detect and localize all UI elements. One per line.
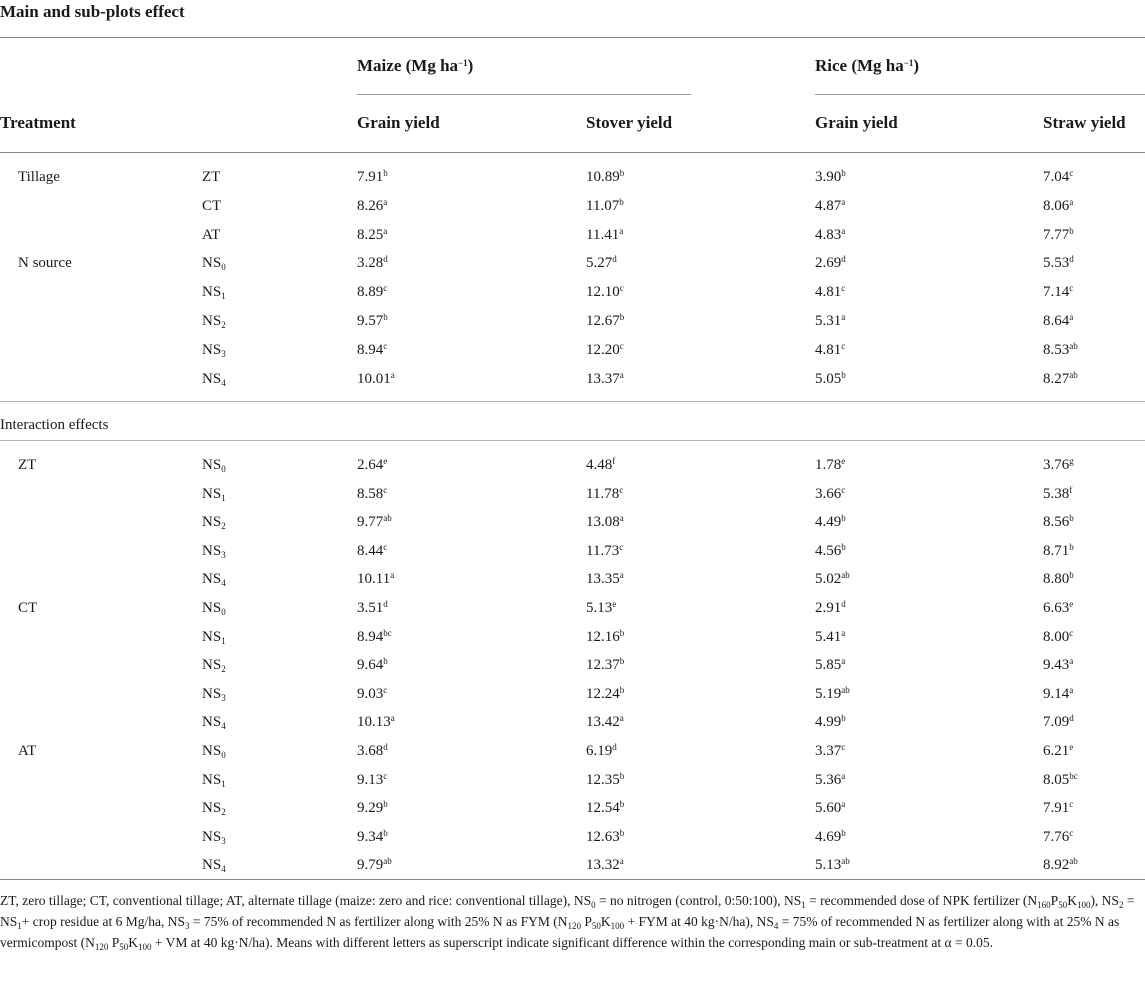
row-label-sub: 0: [221, 750, 226, 760]
rice-grain-cell-letter: c: [841, 283, 846, 294]
maize-grain-cell: 9.13$^c$: [357, 770, 388, 788]
rice-straw-cell-letter: a: [1069, 312, 1074, 322]
main-row: [0, 169, 1145, 193]
interaction-row: [0, 772, 1145, 796]
rice-straw-header: Straw yield: [1043, 113, 1126, 132]
footnote-sub: 100: [138, 942, 152, 952]
rice-grain-cell-letter: b: [841, 168, 846, 178]
rice-grain-cell-letter: b: [841, 541, 846, 552]
maize-stover-cell-letter: b: [619, 168, 625, 178]
row-label-sub: 1: [221, 492, 226, 503]
rice-straw-cell-letter: d: [1069, 254, 1074, 265]
row-label-sub: 1: [221, 291, 226, 302]
maize-stover-cell-letter: a: [619, 713, 624, 724]
table-footnote: ZT, zero tillage; CT, conventional tillage; AT, alternate tillage (maize: zero and rice: conventional tillage), $NS_0$ = no nitrogen (control, 0:50:100), $NS_1$ = recommended dose of NPK fertilizer $(N_{160}P_{50}K_{100})$, $NS_2 = NS_1+$ crop residue at 6 Mg/ha, $NS_3 = 75\%$ of recommended N as fertilizer along with 25% N as FYM ($N_{120}$ $P_{50}K_{100}$ + FYM at 40 kg·N/ha), $NS_4 = 75\%$ of recommended N as fertilizer along with at 25% N as vermicompost ($N_{120}$ $P_{50}K_{100}$ + VM at 40 kg·N/ha). Means with different letters as superscript indicate significant difference within the corresponding main or sub-treatment at α = 0.05.: [0, 893, 1135, 952]
maize-stover-cell: 13.32$^a$: [586, 856, 624, 874]
rice-grain-cell: 4.81$^c$: [815, 340, 846, 358]
maize-stover-cell: 11.41$^a$: [586, 225, 624, 243]
maize-grain-cell-letter: ab: [383, 513, 392, 524]
main-row: [0, 198, 1145, 222]
rice-straw-cell: 8.56$^b$: [1043, 513, 1074, 531]
maize-grain-cell-letter: a: [390, 570, 395, 581]
main-row: [0, 313, 1145, 337]
row-label-sub: 2: [221, 664, 226, 675]
maize-grain-cell-letter: c: [383, 340, 388, 351]
maize-stover-cell-letter: d: [612, 742, 617, 752]
interaction-row: [0, 486, 1145, 510]
interaction-section-label: Interaction effects: [0, 417, 109, 433]
maize-grain-cell: 8.25$^a$: [357, 225, 388, 243]
maize-stover-cell-letter: b: [619, 656, 625, 667]
maize-stover-cell: 11.07$^b$: [586, 196, 624, 214]
interaction-row: [0, 657, 1145, 681]
maize-grain-cell-letter: b: [383, 168, 388, 178]
rice-grain-cell: 4.87$^a$: [815, 196, 846, 214]
row-label-sub: 0: [221, 607, 226, 617]
rice-straw-cell-letter: g: [1069, 456, 1074, 466]
row-label-sub: 4: [221, 578, 226, 589]
footnote-sub: 100: [1076, 900, 1091, 910]
rice-grain-cell: 3.37$^c$: [815, 742, 846, 759]
interaction-row: [0, 600, 1145, 624]
rice-straw-cell: 8.00$^c$: [1043, 627, 1074, 645]
rice-straw-cell-letter: ab: [1069, 340, 1078, 351]
row-label-sub: 3: [221, 549, 226, 560]
rice-grain-cell: 4.83$^a$: [815, 225, 846, 243]
rice-straw-cell-letter: b: [1069, 513, 1074, 524]
footnote-sub: 160: [1037, 900, 1051, 910]
maize-stover-header: Stover yield: [586, 113, 673, 132]
row-group: Tillage: [18, 169, 60, 185]
maize-stover-cell-letter: e: [612, 599, 617, 609]
row-label-sub: 3: [221, 348, 226, 359]
maize-grain-cell: 2.64e: [357, 456, 388, 473]
row-group: CT: [18, 600, 38, 616]
maize-grain-cell: 9.57$^b$: [357, 312, 388, 329]
maize-stover-cell-letter: a: [619, 369, 624, 380]
maize-stover-cell-letter: a: [619, 856, 624, 867]
maize-stover-cell-letter: a: [619, 513, 624, 524]
footnote-sub: 4: [773, 921, 779, 931]
rice-grain-cell: 5.60$^a$: [815, 799, 846, 817]
row-label: AT: [202, 226, 221, 243]
row-label-sub: 2: [221, 807, 226, 818]
row-label-sub: 2: [221, 521, 226, 532]
maize-grain-cell-letter: c: [383, 684, 388, 695]
maize-stover-cell: 5.13e: [586, 599, 617, 616]
rice-grain-cell-letter: a: [841, 627, 846, 638]
row-label: $NS_4$: [202, 714, 226, 732]
rice-grain-cell: 4.49$^b$: [815, 513, 846, 531]
maize-grain-cell: 8.94$^{bc}$: [357, 627, 392, 645]
maize-grain-cell-letter: c: [383, 283, 388, 294]
maize-grain-cell-letter: b: [383, 656, 388, 667]
rice-straw-cell: 8.05$^{bc}$: [1043, 770, 1078, 788]
maize-grain-cell-letter: c: [383, 770, 388, 781]
interaction-row: [0, 829, 1145, 853]
rice-group-underline: [815, 94, 1145, 95]
rice-straw-cell-letter: b: [1069, 225, 1074, 236]
rice-straw-cell-letter: c: [1069, 283, 1074, 294]
row-label-sub: 1: [221, 635, 226, 646]
rice-straw-cell: 7.04$^c$: [1043, 168, 1074, 185]
rice-grain-cell: 5.05$^b$: [815, 369, 846, 387]
rice-grain-cell-letter: a: [841, 656, 846, 667]
rice-grain-cell: 5.19$^{ab}$: [815, 684, 850, 702]
rice-straw-cell: 7.14$^c$: [1043, 283, 1074, 301]
rice-straw-cell: 8.64$^a$: [1043, 312, 1074, 329]
rice-grain-cell-letter: d: [841, 599, 846, 609]
rice-grain-cell: 4.69$^b$: [815, 827, 846, 845]
rice-grain-cell-letter: b: [841, 513, 846, 524]
rice-straw-cell-letter: d: [1069, 713, 1074, 724]
interaction-row: [0, 514, 1145, 538]
row-label: $NS_2$: [202, 800, 226, 818]
row-group: AT: [18, 743, 37, 759]
rice-straw-cell-letter: e: [1069, 742, 1074, 752]
row-label: $NS_1$: [202, 284, 226, 302]
rice-straw-cell-letter: a: [1069, 656, 1074, 667]
maize-stover-cell-letter: b: [619, 827, 625, 838]
rice-straw-cell-letter: ab: [1069, 369, 1078, 380]
rice-grain-cell-letter: b: [841, 713, 846, 724]
maize-stover-cell: 12.16$^b$: [586, 627, 625, 645]
rice-grain-cell: 3.90$^b$: [815, 168, 846, 185]
maize-stover-cell-letter: c: [619, 541, 624, 552]
rice-straw-cell-letter: b: [1069, 541, 1074, 552]
maize-stover-cell: 12.63$^b$: [586, 827, 625, 845]
maize-stover-cell: 13.35$^a$: [586, 570, 624, 588]
rice-grain-cell-letter: d: [841, 254, 846, 265]
interaction-rule: [0, 440, 1145, 441]
maize-grain-cell: 8.58$^c$: [357, 484, 388, 502]
rice-grain-cell-letter: a: [841, 799, 846, 810]
maize-grain-cell-letter: d: [383, 742, 388, 752]
interaction-row: [0, 857, 1145, 881]
rice-grain-cell: 4.56$^b$: [815, 541, 846, 559]
rice-grain-cell-letter: c: [841, 742, 846, 752]
rice-straw-cell-letter: bc: [1069, 770, 1078, 781]
rice-straw-cell: 8.80$^b$: [1043, 570, 1074, 588]
maize-grain-cell: 9.34$^b$: [357, 827, 388, 845]
row-label: $NS_3$: [202, 685, 226, 703]
maize-stover-cell-letter: c: [619, 283, 624, 294]
maize-stover-cell-letter: a: [619, 570, 624, 581]
maize-stover-cell-letter: b: [619, 684, 625, 695]
maize-grain-cell-letter: b: [383, 799, 388, 810]
maize-grain-cell-letter: a: [390, 369, 395, 380]
interaction-row: [0, 457, 1145, 481]
row-label-sub: 3: [221, 835, 226, 846]
rice-grain-cell-letter: b: [841, 827, 846, 838]
rice-straw-cell: 7.77$^b$: [1043, 225, 1074, 243]
row-label: $NS_1$: [202, 771, 226, 789]
maize-grain-cell-letter: d: [383, 599, 388, 609]
maize-grain-cell: 10.01$^a$: [357, 369, 395, 387]
maize-grain-cell: 3.68$^d$: [357, 742, 388, 759]
maize-stover-cell: 13.37$^a$: [586, 369, 624, 387]
row-label: $NS_0$: [202, 600, 226, 617]
rice-straw-cell: 6.63e: [1043, 599, 1074, 616]
maize-grain-cell-letter: a: [390, 713, 395, 724]
interaction-row: [0, 800, 1145, 824]
row-label: $NS_2$: [202, 313, 226, 330]
rice-straw-cell: 7.76$^c$: [1043, 827, 1074, 845]
footnote-sub: 100: [610, 921, 625, 931]
maize-grain-cell: 9.03$^c$: [357, 684, 388, 702]
maize-stover-cell: 13.08$^a$: [586, 513, 624, 531]
rice-straw-cell-letter: c: [1069, 799, 1074, 810]
maize-stover-cell: 12.10$^c$: [586, 283, 624, 301]
rice-grain-cell: 4.81$^c$: [815, 283, 846, 301]
maize-grain-cell: 8.44$^c$: [357, 541, 388, 559]
row-label-sub: 4: [221, 377, 226, 388]
rice-straw-cell-letter: e: [1069, 599, 1074, 609]
rice-grain-cell: 2.69$^d$: [815, 254, 846, 272]
maize-stover-cell: 12.67$^b$: [586, 312, 625, 329]
treatment-header: Treatment: [0, 113, 76, 132]
maize-grain-cell: 9.77$^{ab}$: [357, 513, 392, 531]
maize-grain-cell: 8.26$^a$: [357, 196, 388, 214]
row-group: ZT: [18, 457, 37, 473]
rice-grain-cell-letter: ab: [841, 684, 850, 695]
interaction-row: [0, 686, 1145, 710]
maize-grain-cell: 8.89$^c$: [357, 283, 388, 301]
rice-grain-cell-letter: a: [841, 312, 846, 322]
row-label: CT: [202, 197, 222, 214]
maize-grain-cell-letter: c: [383, 541, 388, 552]
maize-stover-cell: 4.48$^f$: [586, 456, 616, 473]
main-row: [0, 342, 1145, 366]
row-label: $NS_2$: [202, 657, 226, 675]
rice-grain-cell: 5.36$^a$: [815, 770, 846, 788]
interaction-row: [0, 714, 1145, 738]
rice-grain-cell-letter: a: [841, 196, 846, 207]
maize-group-header: Maize (Mg $ha^{-1}$): [357, 56, 474, 75]
header-rule: [0, 152, 1145, 153]
rice-straw-cell: 5.38$^f$: [1043, 484, 1073, 502]
maize-grain-cell: 9.79$^{ab}$: [357, 856, 392, 874]
maize-stover-cell: 5.27$^d$: [586, 254, 617, 272]
maize-grain-cell-letter: d: [383, 254, 388, 265]
row-label: $NS_0$: [202, 743, 226, 760]
maize-grain-cell-letter: a: [383, 225, 388, 236]
maize-grain-cell-letter: a: [383, 196, 388, 207]
rice-straw-cell-letter: c: [1069, 827, 1074, 838]
rice-grain-cell: 5.13$^{ab}$: [815, 856, 850, 874]
rice-straw-cell: 8.71$^b$: [1043, 541, 1074, 559]
maize-grain-cell: 9.64$^b$: [357, 656, 388, 674]
row-label: ZT: [202, 169, 221, 185]
rice-grain-cell: 5.31$^a$: [815, 312, 846, 329]
bottom-rule: [0, 879, 1145, 880]
maize-grain-cell-letter: b: [383, 827, 388, 838]
maize-stover-cell: 12.20$^c$: [586, 340, 624, 358]
interaction-row: [0, 571, 1145, 595]
rice-straw-cell-letter: a: [1069, 196, 1074, 207]
maize-grain-cell: 3.28$^d$: [357, 254, 388, 272]
maize-stover-cell-letter: c: [619, 484, 624, 495]
rice-grain-cell: 4.99$^b$: [815, 713, 846, 731]
rice-straw-cell: 6.21e: [1043, 742, 1074, 759]
maize-stover-cell: 11.73$^c$: [586, 541, 624, 559]
row-label: $NS_0$: [202, 255, 226, 273]
maize-grain-cell: 9.29$^b$: [357, 799, 388, 817]
footnote-sub: 120: [94, 942, 109, 952]
main-row: [0, 227, 1145, 251]
interaction-row: [0, 743, 1145, 767]
rice-grain-cell-letter: b: [841, 369, 846, 380]
maize-grain-cell: 10.11$^a$: [357, 570, 395, 588]
row-label: $NS_2$: [202, 514, 226, 532]
maize-grain-cell-letter: ab: [383, 856, 392, 867]
rice-grain-cell: 5.41$^a$: [815, 627, 846, 645]
rice-straw-cell-letter: b: [1069, 570, 1074, 581]
interaction-row: [0, 629, 1145, 653]
maize-grain-cell: 8.94$^c$: [357, 340, 388, 358]
maize-stover-cell: 12.24$^b$: [586, 684, 625, 702]
row-label: $NS_4$: [202, 571, 226, 589]
row-label: $NS_1$: [202, 485, 226, 503]
row-label-sub: 2: [221, 320, 226, 330]
maize-grain-cell: 7.91$^b$: [357, 168, 388, 185]
maize-stover-cell: 12.35$^b$: [586, 770, 625, 788]
maize-group-underline: [357, 94, 691, 95]
row-label-sub: 3: [221, 692, 226, 703]
rice-straw-cell: 9.43$^a$: [1043, 656, 1074, 674]
rice-grain-cell-letter: ab: [841, 856, 850, 867]
rice-grain-cell: 5.02$^{ab}$: [815, 570, 850, 588]
rice-straw-cell: 8.53$^{ab}$: [1043, 340, 1078, 358]
footnote-sub: 120: [567, 921, 582, 931]
top-rule: [0, 37, 1145, 38]
footnote-sub: 1: [801, 900, 806, 910]
rice-straw-cell: 7.91$^c$: [1043, 799, 1074, 817]
rice-grain-cell: 3.66$^c$: [815, 484, 846, 502]
footnote-sub: 50: [591, 921, 601, 931]
section-rule: [0, 401, 1145, 402]
maize-stover-cell: 13.42$^a$: [586, 713, 624, 731]
rice-grain-cell: 1.78e: [815, 456, 846, 473]
rice-straw-cell-letter: c: [1069, 168, 1074, 178]
table-caption: Main and sub-plots effect: [0, 2, 185, 21]
rice-grain-cell-letter: c: [841, 484, 846, 495]
footnote-sub: 50: [1058, 900, 1068, 910]
row-label-sub: 0: [221, 262, 226, 273]
rice-straw-cell: 5.53$^d$: [1043, 254, 1074, 272]
maize-grain-cell-letter: c: [383, 484, 388, 495]
maize-stover-cell: 10.89$^b$: [586, 168, 625, 185]
rice-straw-cell: 7.09$^d$: [1043, 713, 1074, 731]
maize-stover-cell-letter: d: [612, 254, 617, 265]
rice-straw-cell: 9.14$^a$: [1043, 684, 1074, 702]
footnote-sub: 0: [591, 900, 596, 910]
rice-straw-cell: 8.92$^{ab}$: [1043, 856, 1078, 874]
row-label: $NS_3$: [202, 828, 226, 846]
rice-straw-cell-letter: c: [1069, 627, 1074, 638]
rice-straw-cell: 3.76$^g$: [1043, 456, 1074, 473]
maize-stover-cell: 11.78$^c$: [586, 484, 624, 502]
maize-stover-cell-letter: b: [619, 627, 625, 638]
footnote-sub: 50: [119, 942, 129, 952]
maize-stover-cell-letter: b: [619, 196, 624, 207]
row-label: $NS_0$: [202, 457, 226, 474]
rice-straw-cell: 8.27$^{ab}$: [1043, 369, 1078, 387]
rice-grain-cell-letter: e: [841, 456, 846, 466]
row-label-sub: 4: [221, 864, 226, 875]
row-label: $NS_3$: [202, 542, 226, 560]
rice-grain-cell: 2.91$^d$: [815, 599, 846, 616]
maize-grain-cell-letter: bc: [383, 627, 392, 638]
rice-grain-cell: 5.85$^a$: [815, 656, 846, 674]
maize-stover-cell-letter: c: [619, 340, 624, 351]
maize-grain-cell-letter: b: [383, 312, 388, 322]
rice-straw-cell-letter: ab: [1069, 856, 1078, 867]
row-label: $NS_1$: [202, 628, 226, 646]
rice-grain-cell-letter: a: [841, 770, 846, 781]
row-label-sub: 1: [221, 778, 226, 789]
maize-stover-cell-letter: f: [612, 456, 616, 466]
rice-grain-cell-letter: ab: [841, 570, 850, 581]
main-row: [0, 371, 1145, 395]
row-group: N source: [18, 255, 72, 272]
maize-stover-cell-letter: b: [619, 312, 625, 322]
maize-stover-cell-letter: b: [619, 770, 625, 781]
maize-stover-cell-letter: a: [619, 225, 624, 236]
row-label: $NS_4$: [202, 370, 226, 388]
maize-stover-cell-letter: b: [619, 799, 625, 810]
maize-stover-cell: 12.37$^b$: [586, 656, 625, 674]
footnote-sub: 1: [17, 921, 22, 931]
row-label: $NS_4$: [202, 857, 226, 875]
maize-grain-cell: 3.51$^d$: [357, 599, 388, 616]
maize-stover-cell: 12.54$^b$: [586, 799, 625, 817]
rice-grain-header: Grain yield: [815, 113, 898, 132]
footnote-sub: 2: [1118, 900, 1124, 910]
maize-grain-cell-letter: e: [383, 456, 388, 466]
rice-grain-cell-letter: c: [841, 340, 846, 351]
row-label: $NS_3$: [202, 341, 226, 359]
interaction-row: [0, 543, 1145, 567]
maize-grain-header: Grain yield: [357, 113, 440, 132]
footnote-sub: 3: [184, 921, 190, 931]
rice-straw-cell-letter: a: [1069, 684, 1074, 695]
row-label-sub: 0: [221, 464, 226, 474]
maize-stover-cell: 6.19$^d$: [586, 742, 617, 759]
rice-straw-cell: 8.06$^a$: [1043, 196, 1074, 214]
maize-grain-cell: 10.13$^a$: [357, 713, 395, 731]
rice-grain-cell-letter: a: [841, 225, 846, 236]
row-label-sub: 4: [221, 721, 226, 732]
rice-group-header: Rice (Mg $ha^{-1}$): [815, 56, 920, 75]
rice-straw-cell-letter: f: [1069, 484, 1073, 495]
main-row: [0, 284, 1145, 308]
main-row: [0, 255, 1145, 279]
